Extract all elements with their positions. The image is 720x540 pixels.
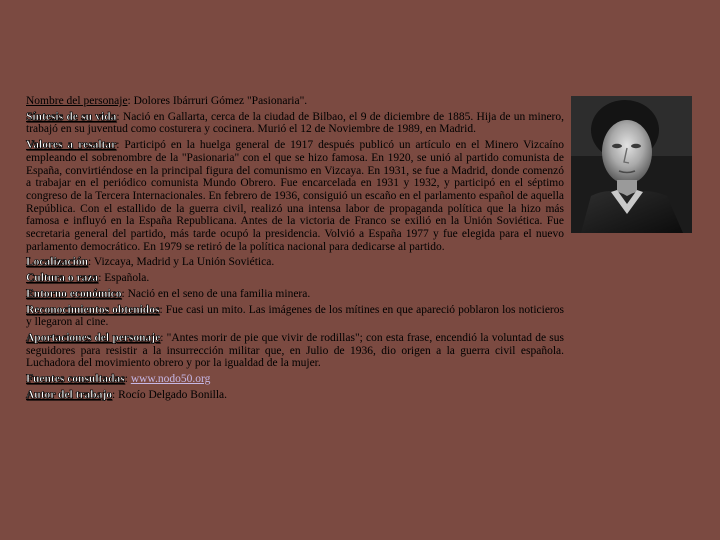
field-autor (26, 389, 564, 402)
field-value: : Fue casi un mito. Las imágenes de los mítines en que apareció poblaron los noticieros y llegaron al cine. (26, 303, 564, 329)
field-label: Autor del trabajo (26, 388, 113, 401)
field-label: Fuentes consultadas (26, 373, 125, 386)
field-value: : Nació en Gallarta, cerca de la ciudad de Bilbao, el 9 de diciembre de 1885. Hija de un minero, trabajó en su juventud como costurera y cocinera. Murió el 12 de Noviembre de 1989, en Madrid. (26, 110, 565, 136)
field-value: : Participó en la huelga general de 1917 después publicó un artículo en el Minero Vizcaíno empleando el sobrenombre de la "Pasionaria" con el que se hizo famosa. En 1920, se unió al partido comunista de España, convirtiéndose en la principal figura del comunismo en Vizcaya. En 1931, se fue a Madrid, donde comenzó a trabajar en el periódico comunista Mundo Obrero. Fue encarcelada en 1931 y 1932, y participó en el séptimo congreso de la Tercera Internacionales. En febrero de 1936, consiguió un escaño en el parlamento español de aquella República. Con el estallido de la guerra civil, realizó una intensa labor de propaganda política que la hizo más famosa e influyó en la España Republicana. Antes de la victoria de Franco se exilió en la Unión Soviética. Fue secretaria general del partido, más tarde ocupó la presidencia. Volvió a España 1977 y fue elegida para el nuevo parlamento democrático. En 1979 se retiró de la política nacional para dedicarse al partido. (26, 139, 564, 253)
field-localizacion (26, 256, 564, 269)
field-label: Síntesis de su vida (26, 110, 117, 123)
field-label: Entorno económico (26, 287, 122, 300)
field-label: Aportaciones del personaje (26, 331, 161, 344)
field-entorno (26, 288, 564, 301)
field-value: : Rocío Delgado Bonilla. (112, 388, 228, 401)
field-sintesis (26, 111, 564, 136)
portrait-photo-icon (571, 96, 692, 233)
biography-text (26, 95, 564, 404)
field-fuentes (26, 373, 564, 386)
field-value: : Dolores Ibárruri Gómez "Pasionaria". (127, 95, 308, 107)
field-label: Nombre del personaje (26, 95, 128, 107)
field-valores (26, 139, 564, 253)
field-label: Cultura o raza (26, 272, 99, 285)
field-cultura (26, 272, 564, 285)
field-label: Valores a resaltar (26, 139, 117, 152)
field-separator: : (124, 373, 131, 386)
field-value: : Vizcaya, Madrid y La Unión Soviética. (87, 256, 275, 269)
field-aportaciones (26, 332, 564, 370)
field-label: Localización (26, 256, 88, 269)
field-nombre (26, 95, 564, 108)
field-value: : "Antes morir de pie que vivir de rodillas"; con esta frase, encendió la voluntad de sus seguidores para resistir a la insurrección militar que, en Julio de 1936, dio origen a la guerra civil española. Luchadora del movimiento obrero y por la igualdad de la mujer. (26, 331, 564, 370)
field-value: : Española. (98, 272, 150, 285)
field-label: Reconocimientos obtenidos (26, 303, 160, 316)
field-value: : Nació en el seno de una familia minera. (121, 287, 311, 300)
sources-link[interactable]: www.nodo50.org (130, 373, 211, 386)
field-reconocimientos (26, 304, 564, 329)
